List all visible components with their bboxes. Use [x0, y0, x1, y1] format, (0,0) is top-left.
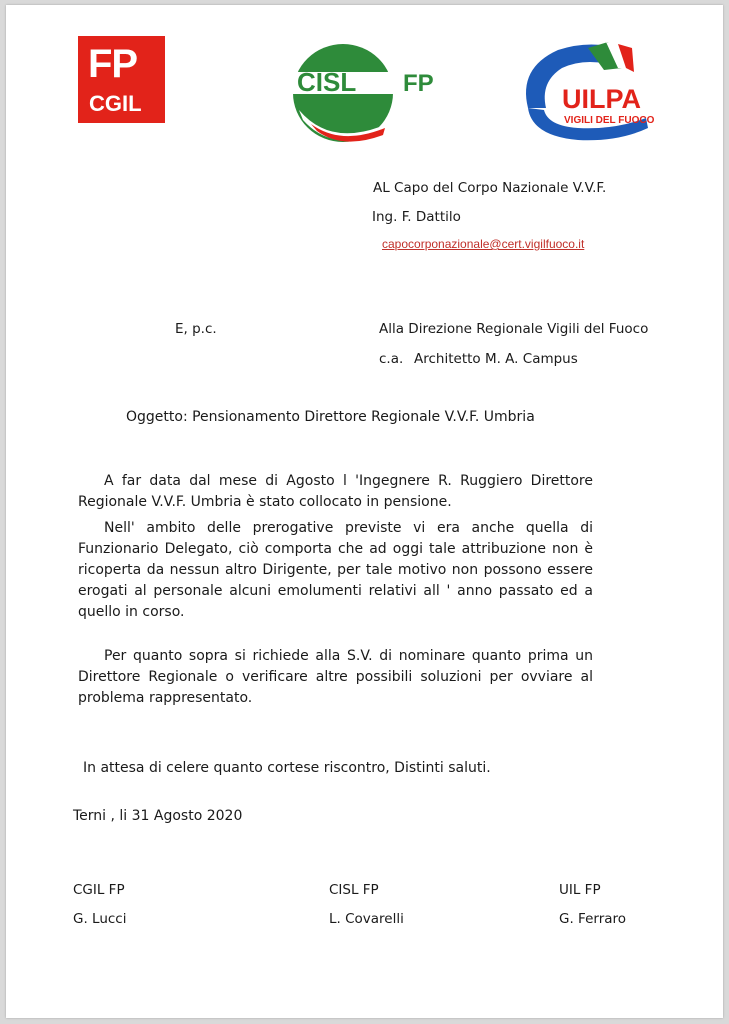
signature-org-uil: UIL FP	[559, 882, 601, 898]
body-paragraph-2-text: Nell' ambito delle prerogative previste vi era anche quella di Funzionario Delegato, ciò comporta che ad oggi tale attribuzione non è ricoperta da nessun altro Dirigente, per tale motivo non possono essere erogati al personale alcuni emolumenti relativi all ' anno passato ed a quello in corso.	[78, 520, 593, 620]
recipient-line-2: Ing. F. Dattilo	[372, 209, 461, 225]
body-paragraph-1	[78, 471, 593, 513]
cisl-fp-logo	[291, 38, 451, 146]
svg-text:FP: FP	[403, 70, 434, 97]
subject-line: Oggetto: Pensionamento Direttore Regionale V.V.F. Umbria	[126, 409, 535, 425]
cc-label: E, p.c.	[175, 321, 217, 337]
body-paragraph-3-text: Per quanto sopra si richiede alla S.V. di nominare quanto prima un Direttore Regionale o verificare altre possibili soluzioni per ovviare al problema rappresentato.	[78, 648, 593, 706]
letter-page	[6, 5, 723, 1018]
cc-line-1: Alla Direzione Regionale Vigili del Fuoco	[379, 321, 649, 337]
svg-text:CISL: CISL	[297, 67, 357, 97]
signature-name-cisl: L. Covarelli	[329, 911, 404, 927]
place-date: Terni , li 31 Agosto 2020	[73, 808, 243, 824]
uilpa-logo	[518, 38, 678, 146]
cc-ca-label: c.a.	[379, 351, 404, 367]
svg-text:VIGILI DEL FUOCO: VIGILI DEL FUOCO	[564, 115, 655, 126]
signature-org-cisl: CISL FP	[329, 882, 379, 898]
recipient-email-link[interactable]: capocorponazionale@cert.vigilfuoco.it	[382, 237, 585, 251]
body-paragraph-3	[78, 646, 593, 709]
closing-line: In attesa di celere quanto cortese riscontro, Distinti saluti.	[83, 760, 491, 776]
body-paragraph-1-text: A far data dal mese di Agosto l 'Ingegnere R. Ruggiero Direttore Regionale V.V.F. Umbria è stato collocato in pensione.	[78, 473, 593, 510]
fp-cgil-logo	[78, 36, 165, 123]
fp-cgil-logo-text-1: FP	[88, 42, 138, 86]
body-paragraph-2	[78, 518, 593, 623]
cc-name: Architetto M. A. Campus	[414, 351, 578, 367]
signature-name-uil: G. Ferraro	[559, 911, 627, 927]
fp-cgil-logo-text-2: CGIL	[89, 91, 142, 116]
signature-org-cgil: CGIL FP	[73, 882, 125, 898]
recipient-line-1: AL Capo del Corpo Nazionale V.V.F.	[373, 180, 607, 196]
svg-text:UILPA: UILPA	[562, 84, 641, 114]
signature-name-cgil: G. Lucci	[73, 911, 127, 927]
